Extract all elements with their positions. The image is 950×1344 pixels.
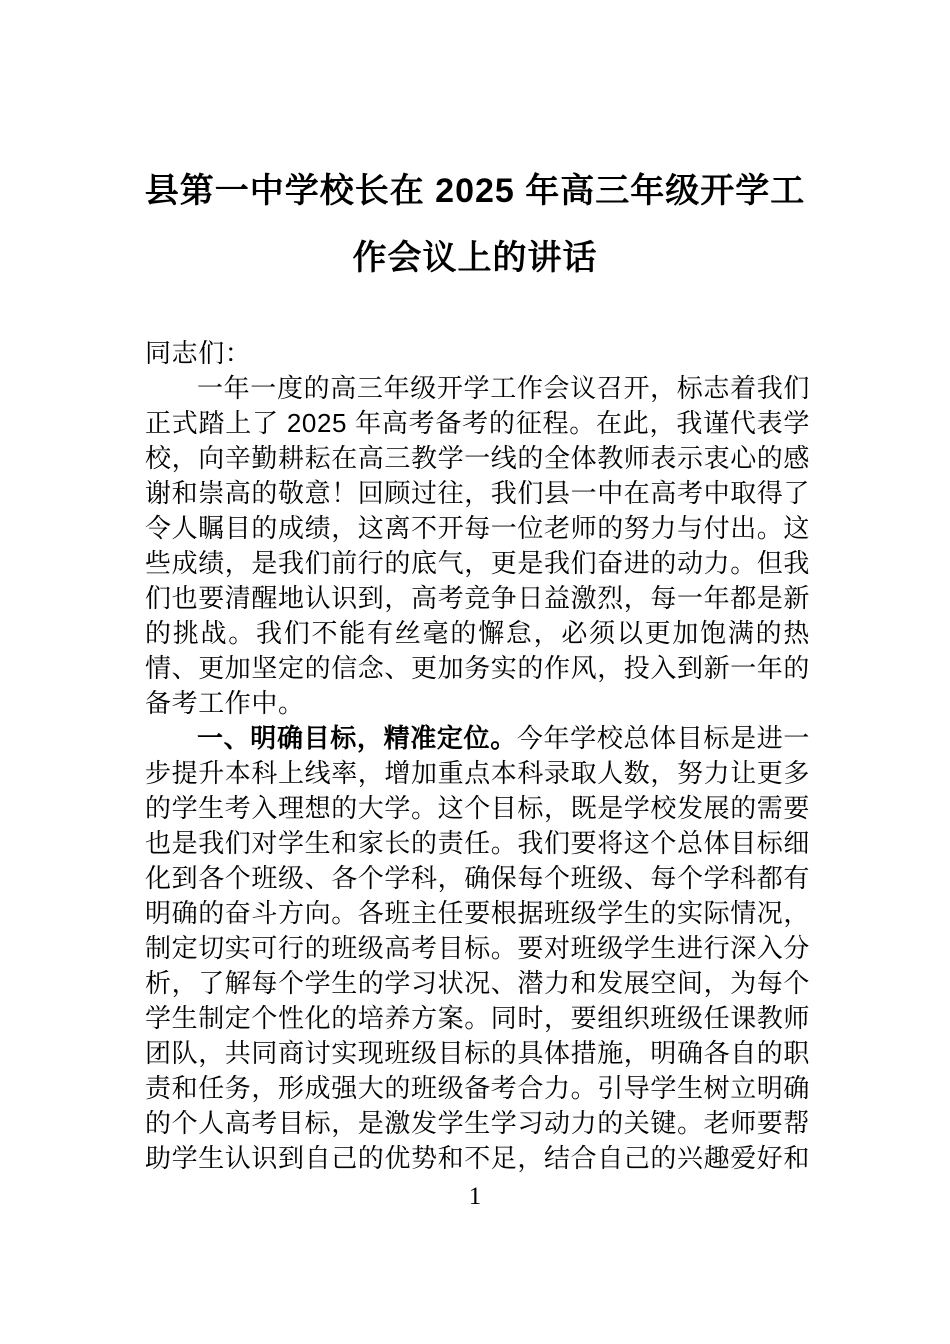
section-1-paragraph	[145, 721, 810, 1176]
section-1-text: 今年学校总体目标是进一步提升本科上线率，增加重点本科录取人数，努力让更多的学生考入理想的大学。这个目标，既是学校发展的需要也是我们对学生和家长的责任。我们要将这个总体目标细化到各个班级、各个学科，确保每个班级、每个学科都有明确的奋斗方向。各班主任要根据班级学生的实际情况，制定切实可行的班级高考目标。要对班级学生进行深入分析，了解每个学生的学习状况、潜力和发展空间，为每个学生制定个性化的培养方案。同时，要组织班级任课教师团队，共同商讨实现班级目标的具体措施，明确各自的职责和任务，形成强大的班级备考合力。引导学生树立明确的个人高考目标，是激发学生学习动力的关键。老师要帮助学生认识到自己的优势和不足，结合自己的兴趣爱好和	[145, 723, 811, 1173]
document-body	[145, 336, 810, 1176]
document-title: 县第一中学校长在 2025 年高三年级开学工作会议上的讲话	[144, 172, 806, 277]
section-1-heading: 一、明确目标，精准定位。	[197, 723, 517, 753]
salutation-line: 同志们：	[145, 338, 252, 368]
page-number: 1	[468, 1183, 482, 1210]
intro-paragraph: 一年一度的高三年级开学工作会议召开，标志着我们正式踏上了 2025 年高考备考的征程。在此，我谨代表学校，向辛勤耕耘在高三教学一线的全体教师表示衷心的感谢和崇高的敬意！回顾过往，我们县一中在高考中取得了令人瞩目的成绩，这离不开每一位老师的努力与付出。这些成绩，是我们前行的底气，更是我们奋进的动力。但我们也要清醒地认识到，高考竞争日益激烈，每一年都是新的挑战。我们不能有丝毫的懈怠，必须以更加饱满的热情、更加坚定的信念、更加务实的作风，投入到新一年的备考工作中。	[145, 373, 811, 718]
